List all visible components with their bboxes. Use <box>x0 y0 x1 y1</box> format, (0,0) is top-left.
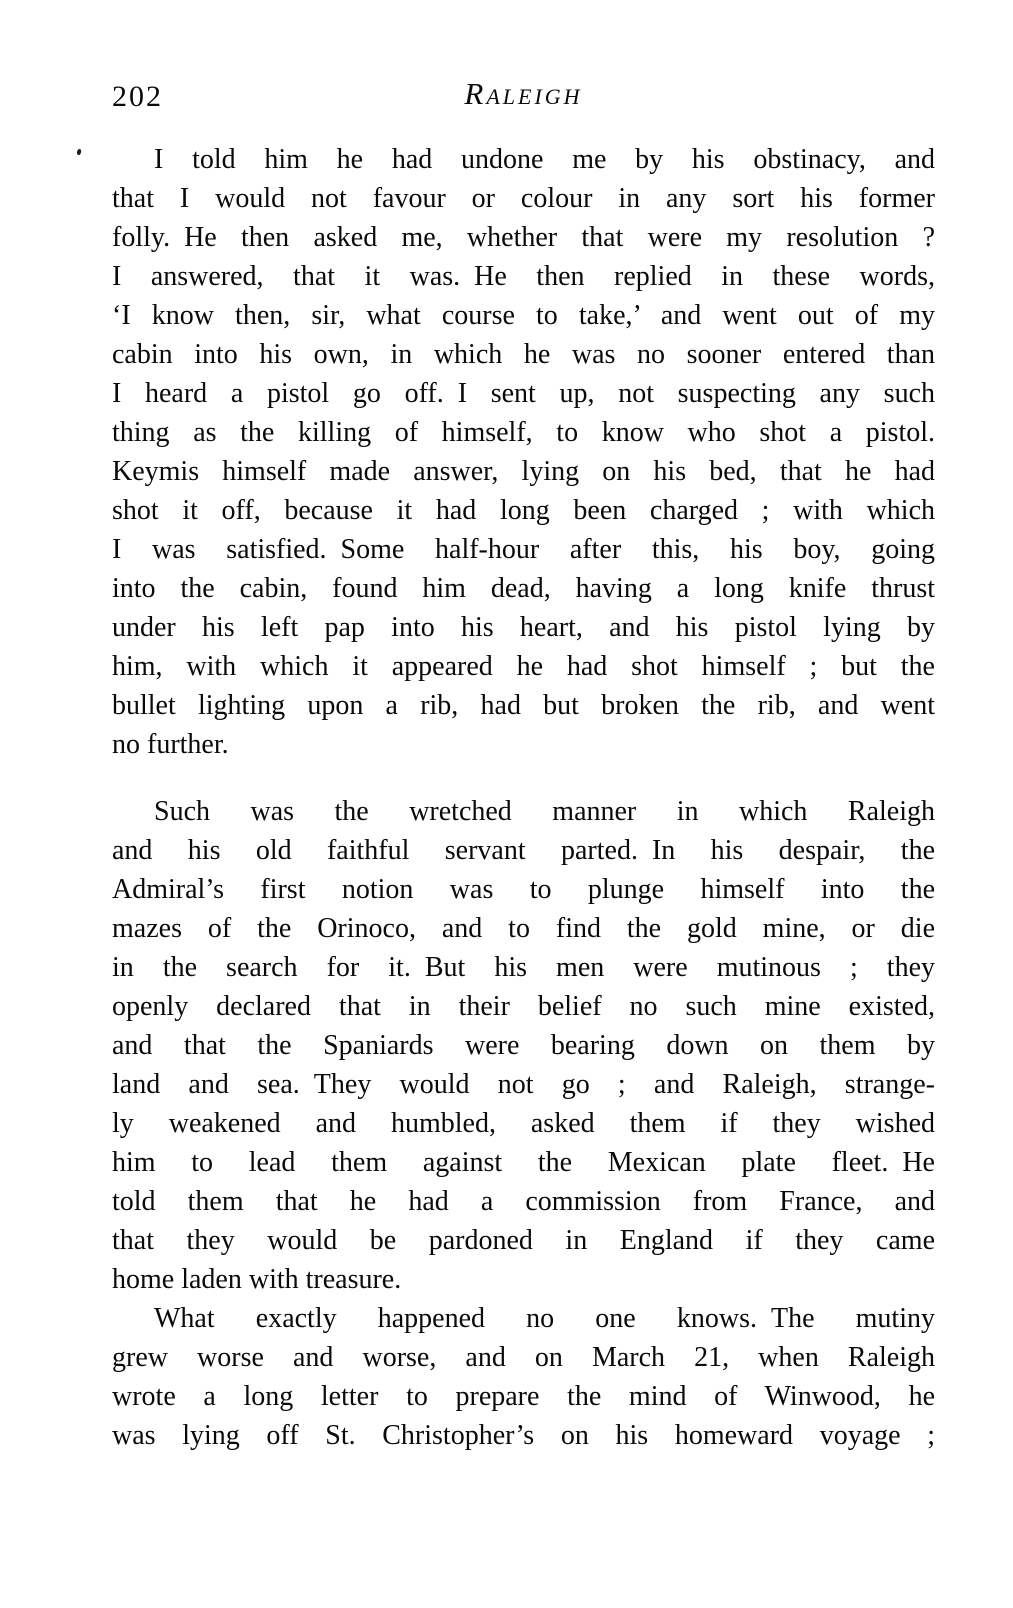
text-line: What exactly happened no one knows. The mutiny <box>154 1303 935 1334</box>
text-line: that I would not favour or colour in any sort his former <box>112 183 935 214</box>
page-number: 202 <box>112 80 163 113</box>
text-line: mazes of the Orinoco, and to find the gold mine, or die <box>112 913 935 944</box>
text-line: was lying off St. Christopher’s on his homeward voyage ; <box>112 1420 935 1451</box>
text-line: thing as the killing of himself, to know who shot a pistol. <box>112 417 935 448</box>
text-line: land and sea. They would not go ; and Raleigh, strange- <box>112 1069 935 1100</box>
text-line: that they would be pardoned in England if they came <box>112 1225 935 1256</box>
running-title: Raleigh <box>464 76 583 111</box>
paragraph <box>112 1299 935 1455</box>
text-line: no further. <box>112 729 229 760</box>
text-line: folly. He then asked me, whether that were my resolution ? <box>112 222 935 253</box>
text-line: ‘I know then, sir, what course to take,’ and went out of my <box>112 300 935 331</box>
text-line: I heard a pistol go off. I sent up, not suspecting any such <box>112 378 935 409</box>
text-line: him to lead them against the Mexican plate fleet. He <box>112 1147 935 1178</box>
paragraph <box>112 140 935 764</box>
text-line: into the cabin, found him dead, having a long knife thrust <box>112 573 935 604</box>
text-line: under his left pap into his heart, and his pistol lying by <box>112 612 935 643</box>
text-line: and that the Spaniards were bearing down on them by <box>112 1030 935 1061</box>
text-line: Keymis himself made answer, lying on his bed, that he had <box>112 456 935 487</box>
text-line: home laden with treasure. <box>112 1264 402 1295</box>
text-line: grew worse and worse, and on March 21, when Raleigh <box>112 1342 935 1373</box>
text-line: I answered, that it was. He then replied in these words, <box>112 261 935 292</box>
text-line: ly weakened and humbled, asked them if they wished <box>112 1108 935 1139</box>
paragraph <box>112 792 935 1299</box>
text-line: in the search for it. But his men were mutinous ; they <box>112 952 935 983</box>
text-line: cabin into his own, in which he was no sooner entered than <box>112 339 935 370</box>
text-line: I told him he had undone me by his obstinacy, and <box>154 144 935 175</box>
text-line: Such was the wretched manner in which Raleigh <box>154 796 935 827</box>
text-line: him, with which it appeared he had shot himself ; but the <box>112 651 935 682</box>
text-line: openly declared that in their belief no such mine existed, <box>112 991 935 1022</box>
text-line: I was satisfied. Some half-hour after this, his boy, going <box>112 534 935 565</box>
text-line: Admiral’s first notion was to plunge himself into the <box>112 874 935 905</box>
text-line: and his old faithful servant parted. In his despair, the <box>112 835 935 866</box>
text-line: told them that he had a commission from France, and <box>112 1186 935 1217</box>
ink-speck <box>76 149 82 156</box>
text-block <box>112 140 935 1455</box>
text-line: bullet lighting upon a rib, had but broken the rib, and went <box>112 690 935 721</box>
text-line: shot it off, because it had long been charged ; with which <box>112 495 935 526</box>
text-line: wrote a long letter to prepare the mind of Winwood, he <box>112 1381 935 1412</box>
running-head <box>112 76 935 116</box>
